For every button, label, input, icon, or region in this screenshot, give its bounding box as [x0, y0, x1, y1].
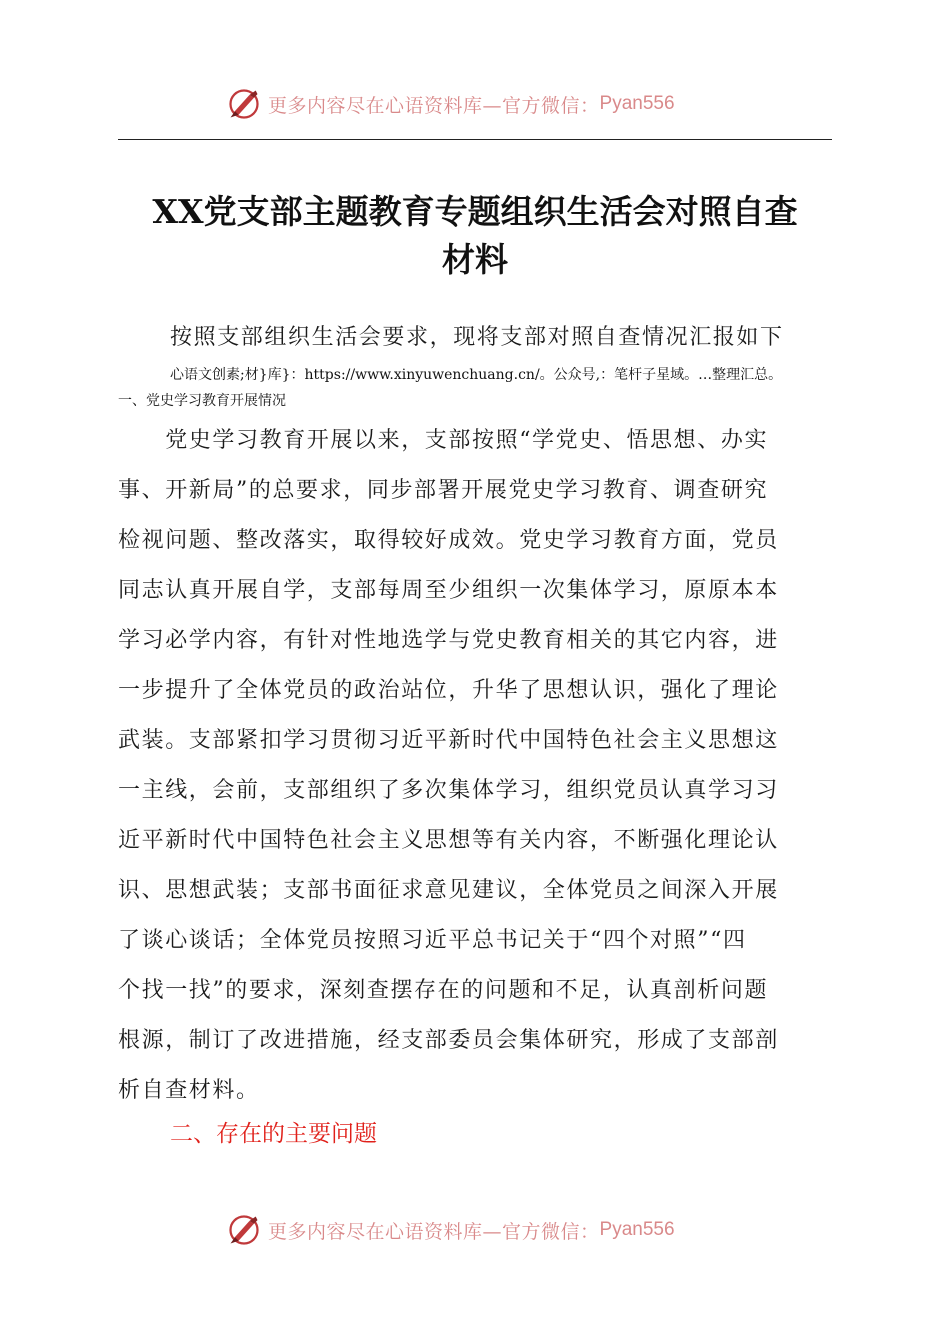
body-line: 近平新时代中国特色社会主义思想等有关内容，不断强化理论认	[118, 828, 779, 853]
document-title-line2: 材料	[442, 240, 508, 279]
body-line: 同志认真开展自学，支部每周至少组织一次集体学习，原原本本	[118, 578, 779, 603]
section-1-body	[118, 416, 834, 1116]
pen-nib-logo-icon	[226, 86, 262, 122]
body-line: 根源，制订了改进措施，经支部委员会集体研究，形成了支部剖	[118, 1028, 779, 1053]
intro-paragraph: 按照支部组织生活会要求，现将支部对照自查情况汇报如下	[170, 325, 784, 350]
body-line: 武装。支部紧扣学习贯彻习近平新时代中国特色社会主义思想这	[118, 728, 779, 753]
header-divider	[118, 139, 832, 140]
header-banner	[226, 84, 675, 124]
section-1-title: 一、党史学习教育开展情况	[118, 393, 286, 409]
body-line: 事、开新局”的总要求，同步部署开展党史学习教育、调查研究	[118, 478, 769, 503]
body-line: 一主线，会前，支部组织了多次集体学习，组织党员认真学习习	[118, 778, 779, 803]
banner-text: 更多内容尽在心语资料库—官方微信：	[268, 94, 600, 117]
body-line: 了谈心谈话；全体党员按照习近平总书记关于“四个对照”“四	[118, 928, 747, 953]
footer-banner	[226, 1210, 675, 1250]
banner-wechat-id: Pyan556	[599, 1219, 675, 1240]
document-title-line1: XX党支部主题教育专题组织生活会对照自查	[152, 192, 798, 231]
body-line: 个找一找”的要求，深刻查摆存在的问题和不足，认真剖析问题	[118, 978, 769, 1003]
body-line: 学习必学内容，有针对性地选学与党史教育相关的其它内容，进	[118, 628, 779, 653]
body-line: 一步提升了全体党员的政治站位，升华了思想认识，强化了理论	[118, 678, 779, 703]
banner-text: 更多内容尽在心语资料库—官方微信：	[268, 1220, 600, 1243]
body-line: 党史学习教育开展以来，支部按照“学党史、悟思想、办实	[118, 428, 769, 453]
section-2-heading: 二、存在的主要问题	[170, 1121, 377, 1147]
body-line: 检视问题、整改落实，取得较好成效。党史学习教育方面，党员	[118, 528, 779, 553]
banner-wechat-id: Pyan556	[599, 93, 675, 114]
pen-nib-logo-icon	[226, 1212, 262, 1248]
document-title	[110, 188, 840, 284]
source-note: 心语文创素;材}库}：https://www.xinyuwenchuang.cn/。公众号,：笔杆子星域。…整理汇总。	[170, 367, 783, 383]
body-line: 析自查材料。	[118, 1078, 260, 1103]
body-line: 识、思想武装；支部书面征求意见建议，全体党员之间深入开展	[118, 878, 779, 903]
